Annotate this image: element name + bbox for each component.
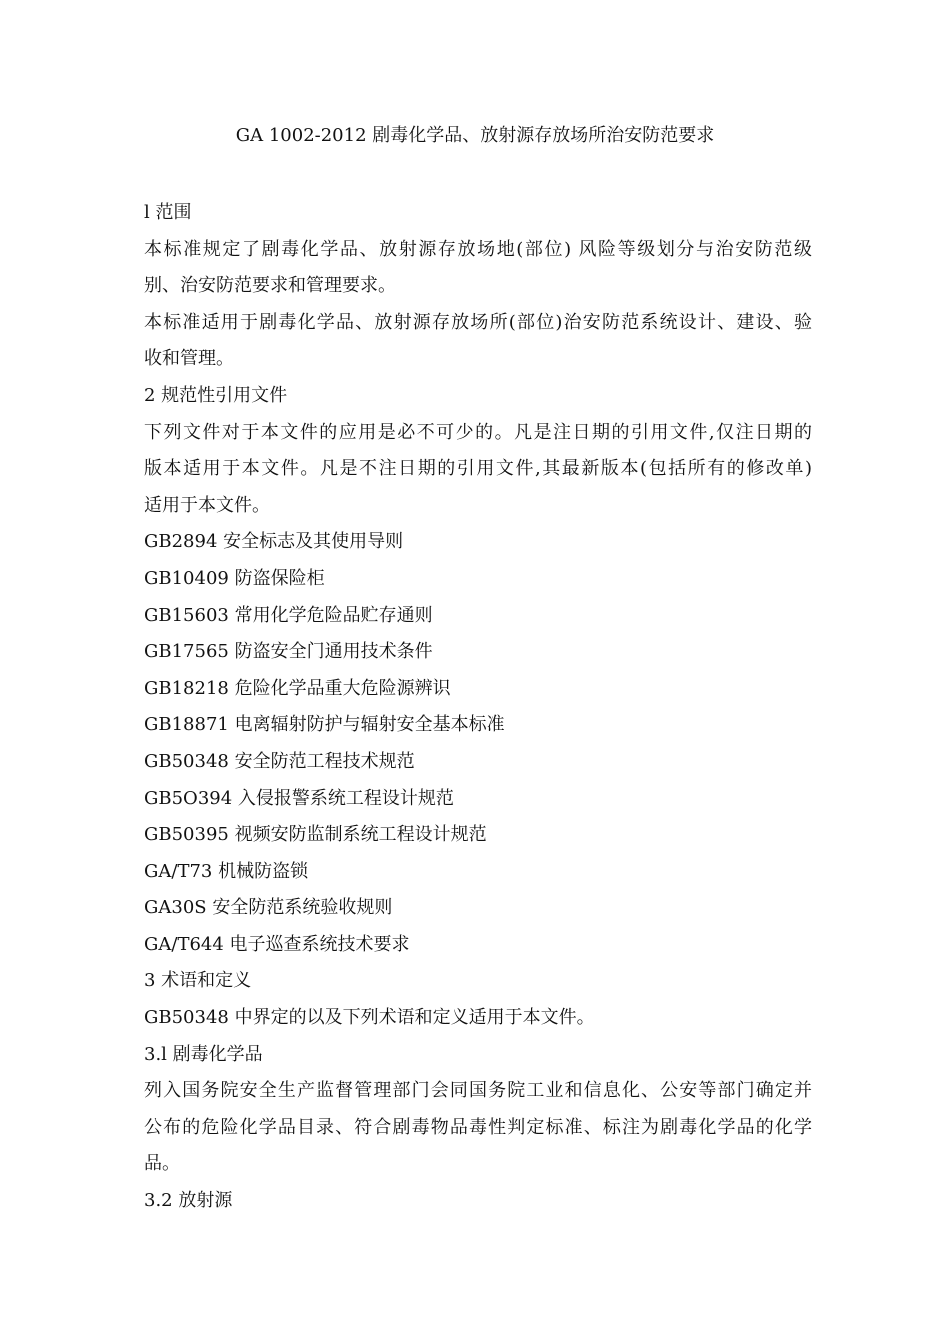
section-heading-scope: l 范围 (144, 202, 192, 223)
paragraph-line: 别、治安防范要求和管理要求。 (144, 275, 396, 297)
section-heading-normative-references: 2 规范性引用文件 (144, 384, 288, 406)
reference-item: GB10409 防盗保险柜 (144, 567, 325, 589)
reference-item: GB50348 安全防范工程技术规范 (144, 750, 415, 772)
reference-item: GB17565 防盗安全门通用技术条件 (144, 641, 433, 663)
paragraph-line: 本标准适用于剧毒化学品、放射源存放场所(部位)治安防范系统设计、建设、验 (144, 311, 812, 333)
reference-item: GB50395 视频安防监制系统工程设计规范 (144, 824, 487, 846)
paragraph-line: 收和管理。 (144, 348, 234, 370)
reference-item: GA30S 安全防范系统验收规则 (144, 897, 393, 919)
paragraph-line: 版本适用于本文件。凡是不注日期的引用文件,其最新版本(包括所有的修改单) (144, 458, 812, 480)
document-body (144, 195, 812, 1220)
paragraph-line: GB50348 中界定的以及下列术语和定义适用于本文件。 (144, 1007, 595, 1029)
paragraph-line: 下列文件对于本文件的应用是必不可少的。凡是注日期的引用文件,仅注日期的 (144, 421, 812, 443)
reference-item: GA/T644 电子巡查系统技术要求 (144, 933, 410, 955)
reference-item: GB18218 危险化学品重大危险源辨识 (144, 677, 451, 699)
reference-item: GB2894 安全标志及其使用导则 (144, 531, 404, 553)
reference-item: GB15603 常用化学危险品贮存通则 (144, 604, 433, 626)
paragraph-line: 本标准规定了剧毒化学品、放射源存放场地(部位) 风险等级划分与治安防范级 (144, 238, 812, 260)
paragraph-line: 列入国务院安全生产监督管理部门会同国务院工业和信息化、公安等部门确定并 (144, 1080, 812, 1102)
paragraph-line: 公布的危险化学品目录、符合剧毒物品毒性判定标准、标注为剧毒化学品的化学 (144, 1116, 812, 1138)
reference-item: GA/T73 机械防盗锁 (144, 860, 309, 882)
section-heading-terms: 3 术语和定义 (144, 970, 252, 992)
document-title: GA 1002-2012 剧毒化学品、放射源存放场所治安防范要求 (235, 125, 715, 146)
paragraph-line: 品。 (144, 1153, 180, 1175)
subsection-heading: 3.l 剧毒化学品 (144, 1043, 263, 1065)
reference-item: GB18871 电离辐射防护与辐射安全基本标准 (144, 714, 505, 736)
reference-item: GB5O394 入侵报警系统工程设计规范 (144, 787, 454, 809)
subsection-heading: 3.2 放射源 (144, 1190, 233, 1212)
paragraph-line: 适用于本文件。 (144, 494, 270, 516)
